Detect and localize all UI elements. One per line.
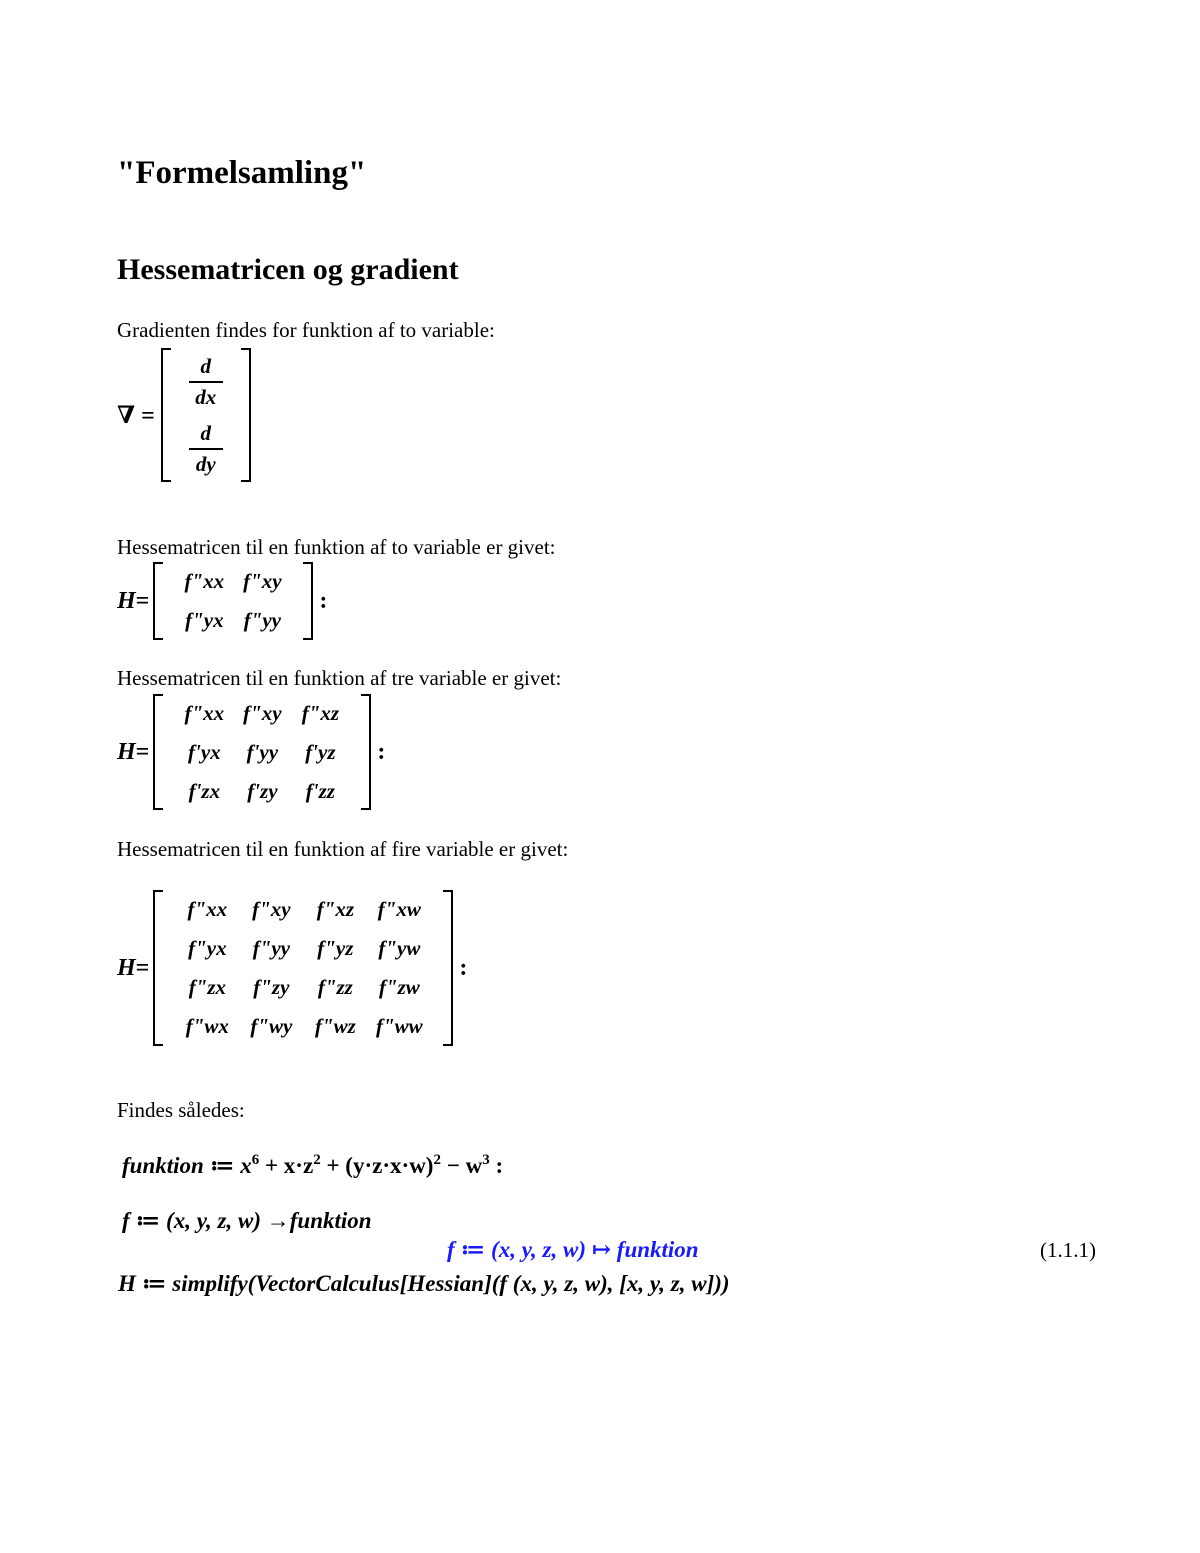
statement-terminator: :: [459, 954, 468, 981]
hessian-symbol: H: [117, 587, 136, 614]
right-bracket: [241, 348, 251, 482]
maple-input-line-1[interactable]: funktion ≔ $x^6 + x\cdot z^2 + (y\cdot z\cdot x\cdot w)^2 - w^3$ :: [122, 1152, 504, 1178]
gradient-intro: Gradienten findes for funktion af to variable:: [117, 318, 495, 342]
matrix-cell: f'zx: [188, 779, 221, 803]
matrix-cell: f"yx: [185, 608, 224, 632]
maple-input-line-3[interactable]: H ≔ simplify(VectorCalculus[Hessian](f (x, y, z, w), [x, y, z, w])): [118, 1271, 730, 1296]
document-title: "Formelsamling": [117, 155, 367, 191]
matrix-cell: f"xw: [377, 897, 421, 921]
statement-terminator: :: [377, 738, 386, 765]
hessian3-expression: [117, 694, 385, 810]
hessian2-intro: Hessematricen til en funktion af to variable er givet:: [117, 535, 556, 559]
matrix-cell: f'yz: [305, 740, 336, 764]
matrix-cell: f"ww: [376, 1014, 423, 1038]
matrix-cell: f"yx: [188, 936, 227, 960]
hessian4-matrix: [153, 890, 453, 1046]
hessian-symbol: H: [117, 738, 136, 765]
matrix-cell: f"xy: [252, 897, 291, 921]
statement-terminator: :: [319, 587, 328, 614]
example-intro: Findes således:: [117, 1098, 245, 1122]
matrix-cell: f'yx: [188, 740, 221, 764]
hessian2-matrix: [153, 562, 313, 640]
equals-sign: =: [135, 954, 150, 981]
matrix-cell: f'zz: [305, 779, 335, 803]
matrix-cell: f"wy: [250, 1014, 293, 1038]
hessian-symbol: H: [117, 954, 136, 981]
matrix-cell: f"xx: [184, 569, 225, 593]
hessian4-intro: Hessematricen til en funktion af fire variable er givet:: [117, 837, 569, 861]
section-heading: Hessematricen og gradient: [117, 253, 459, 286]
matrix-cell: f"yy: [243, 608, 281, 632]
matrix-cell: f"xy: [243, 701, 282, 725]
hessian3-intro: Hessematricen til en funktion af tre variable er givet:: [117, 666, 562, 690]
matrix-cell: f"zx: [188, 975, 227, 999]
gradient-expression: [117, 348, 251, 482]
gradient-vector: [161, 348, 251, 482]
gradient-component-dx: $\frac{d}{dx}$: [189, 354, 223, 410]
hessian2-expression: [117, 562, 327, 640]
hessian3-matrix: [153, 694, 371, 810]
matrix-cell: f"zw: [378, 975, 420, 999]
equation-number: (1.1.1): [1040, 1238, 1096, 1262]
matrix-cell: f"wz: [314, 1014, 356, 1038]
gradient-component-dy: $\frac{d}{dy}$: [189, 421, 223, 477]
matrix-cell: f"zy: [253, 975, 290, 999]
matrix-cell: f"xz: [301, 701, 340, 725]
nabla-symbol: ∇: [117, 403, 136, 429]
maple-output: f ≔ (x, y, z, w) ↦ funktion: [447, 1237, 699, 1262]
equals-sign: =: [135, 587, 150, 614]
maple-input-line-2[interactable]: f ≔ (x, y, z, w) →funktion: [122, 1208, 372, 1233]
equals-sign: =: [141, 403, 155, 429]
left-bracket: [161, 348, 171, 482]
equals-sign: =: [135, 738, 150, 765]
matrix-cell: f"xx: [184, 701, 225, 725]
matrix-cell: f"yy: [252, 936, 290, 960]
matrix-cell: f'zy: [247, 779, 278, 803]
matrix-cell: f"xz: [316, 897, 355, 921]
matrix-cell: f"yz: [317, 936, 354, 960]
hessian4-expression: [117, 890, 467, 1046]
matrix-cell: f"yw: [378, 936, 421, 960]
matrix-cell: f"xy: [243, 569, 282, 593]
matrix-cell: f"zz: [317, 975, 353, 999]
matrix-cell: f"wx: [185, 1014, 229, 1038]
matrix-cell: f"xx: [187, 897, 228, 921]
matrix-cell: f'yy: [246, 740, 279, 764]
